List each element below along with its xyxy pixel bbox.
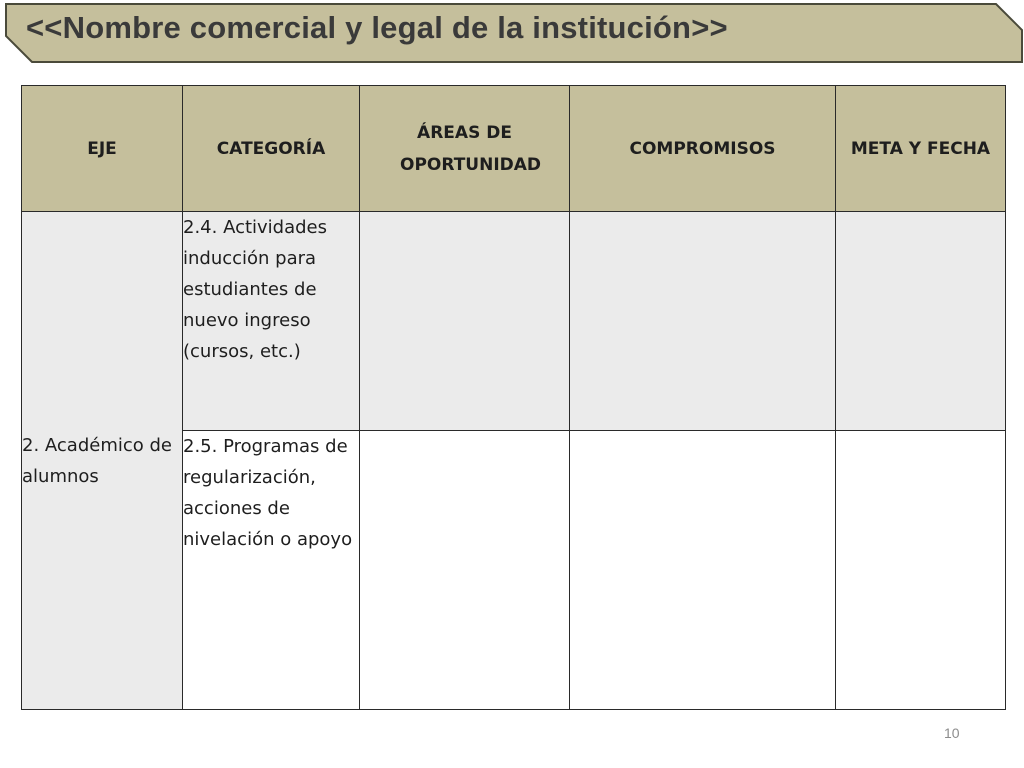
title-banner xyxy=(0,0,1024,64)
header-meta-fecha: META Y FECHA xyxy=(836,86,1006,212)
header-categoria: CATEGORÍA xyxy=(183,86,360,212)
header-compromisos: COMPROMISOS xyxy=(570,86,836,212)
header-areas-oportunidad-label: ÁREAS DE OPORTUNIDAD xyxy=(400,122,542,175)
table-row xyxy=(22,212,1006,431)
page-number: 10 xyxy=(944,725,960,741)
commitments-table xyxy=(21,85,1006,710)
areas-cell xyxy=(360,212,570,431)
header-areas-oportunidad xyxy=(360,86,570,212)
compromisos-cell xyxy=(570,431,836,710)
meta-cell xyxy=(836,431,1006,710)
slide-title: <<Nombre comercial y legal de la institución>> xyxy=(26,10,728,45)
eje-cell: 2. Académico de alumnos xyxy=(22,212,183,710)
compromisos-cell xyxy=(570,212,836,431)
table-header-row xyxy=(22,86,1006,212)
header-eje: EJE xyxy=(22,86,183,212)
areas-cell xyxy=(360,431,570,710)
categoria-cell: 2.4. Actividades inducción para estudiantes de nuevo ingreso (cursos, etc.) xyxy=(183,212,360,431)
meta-cell xyxy=(836,212,1006,431)
categoria-cell: 2.5. Programas de regularización, acciones de nivelación o apoyo xyxy=(183,431,360,710)
